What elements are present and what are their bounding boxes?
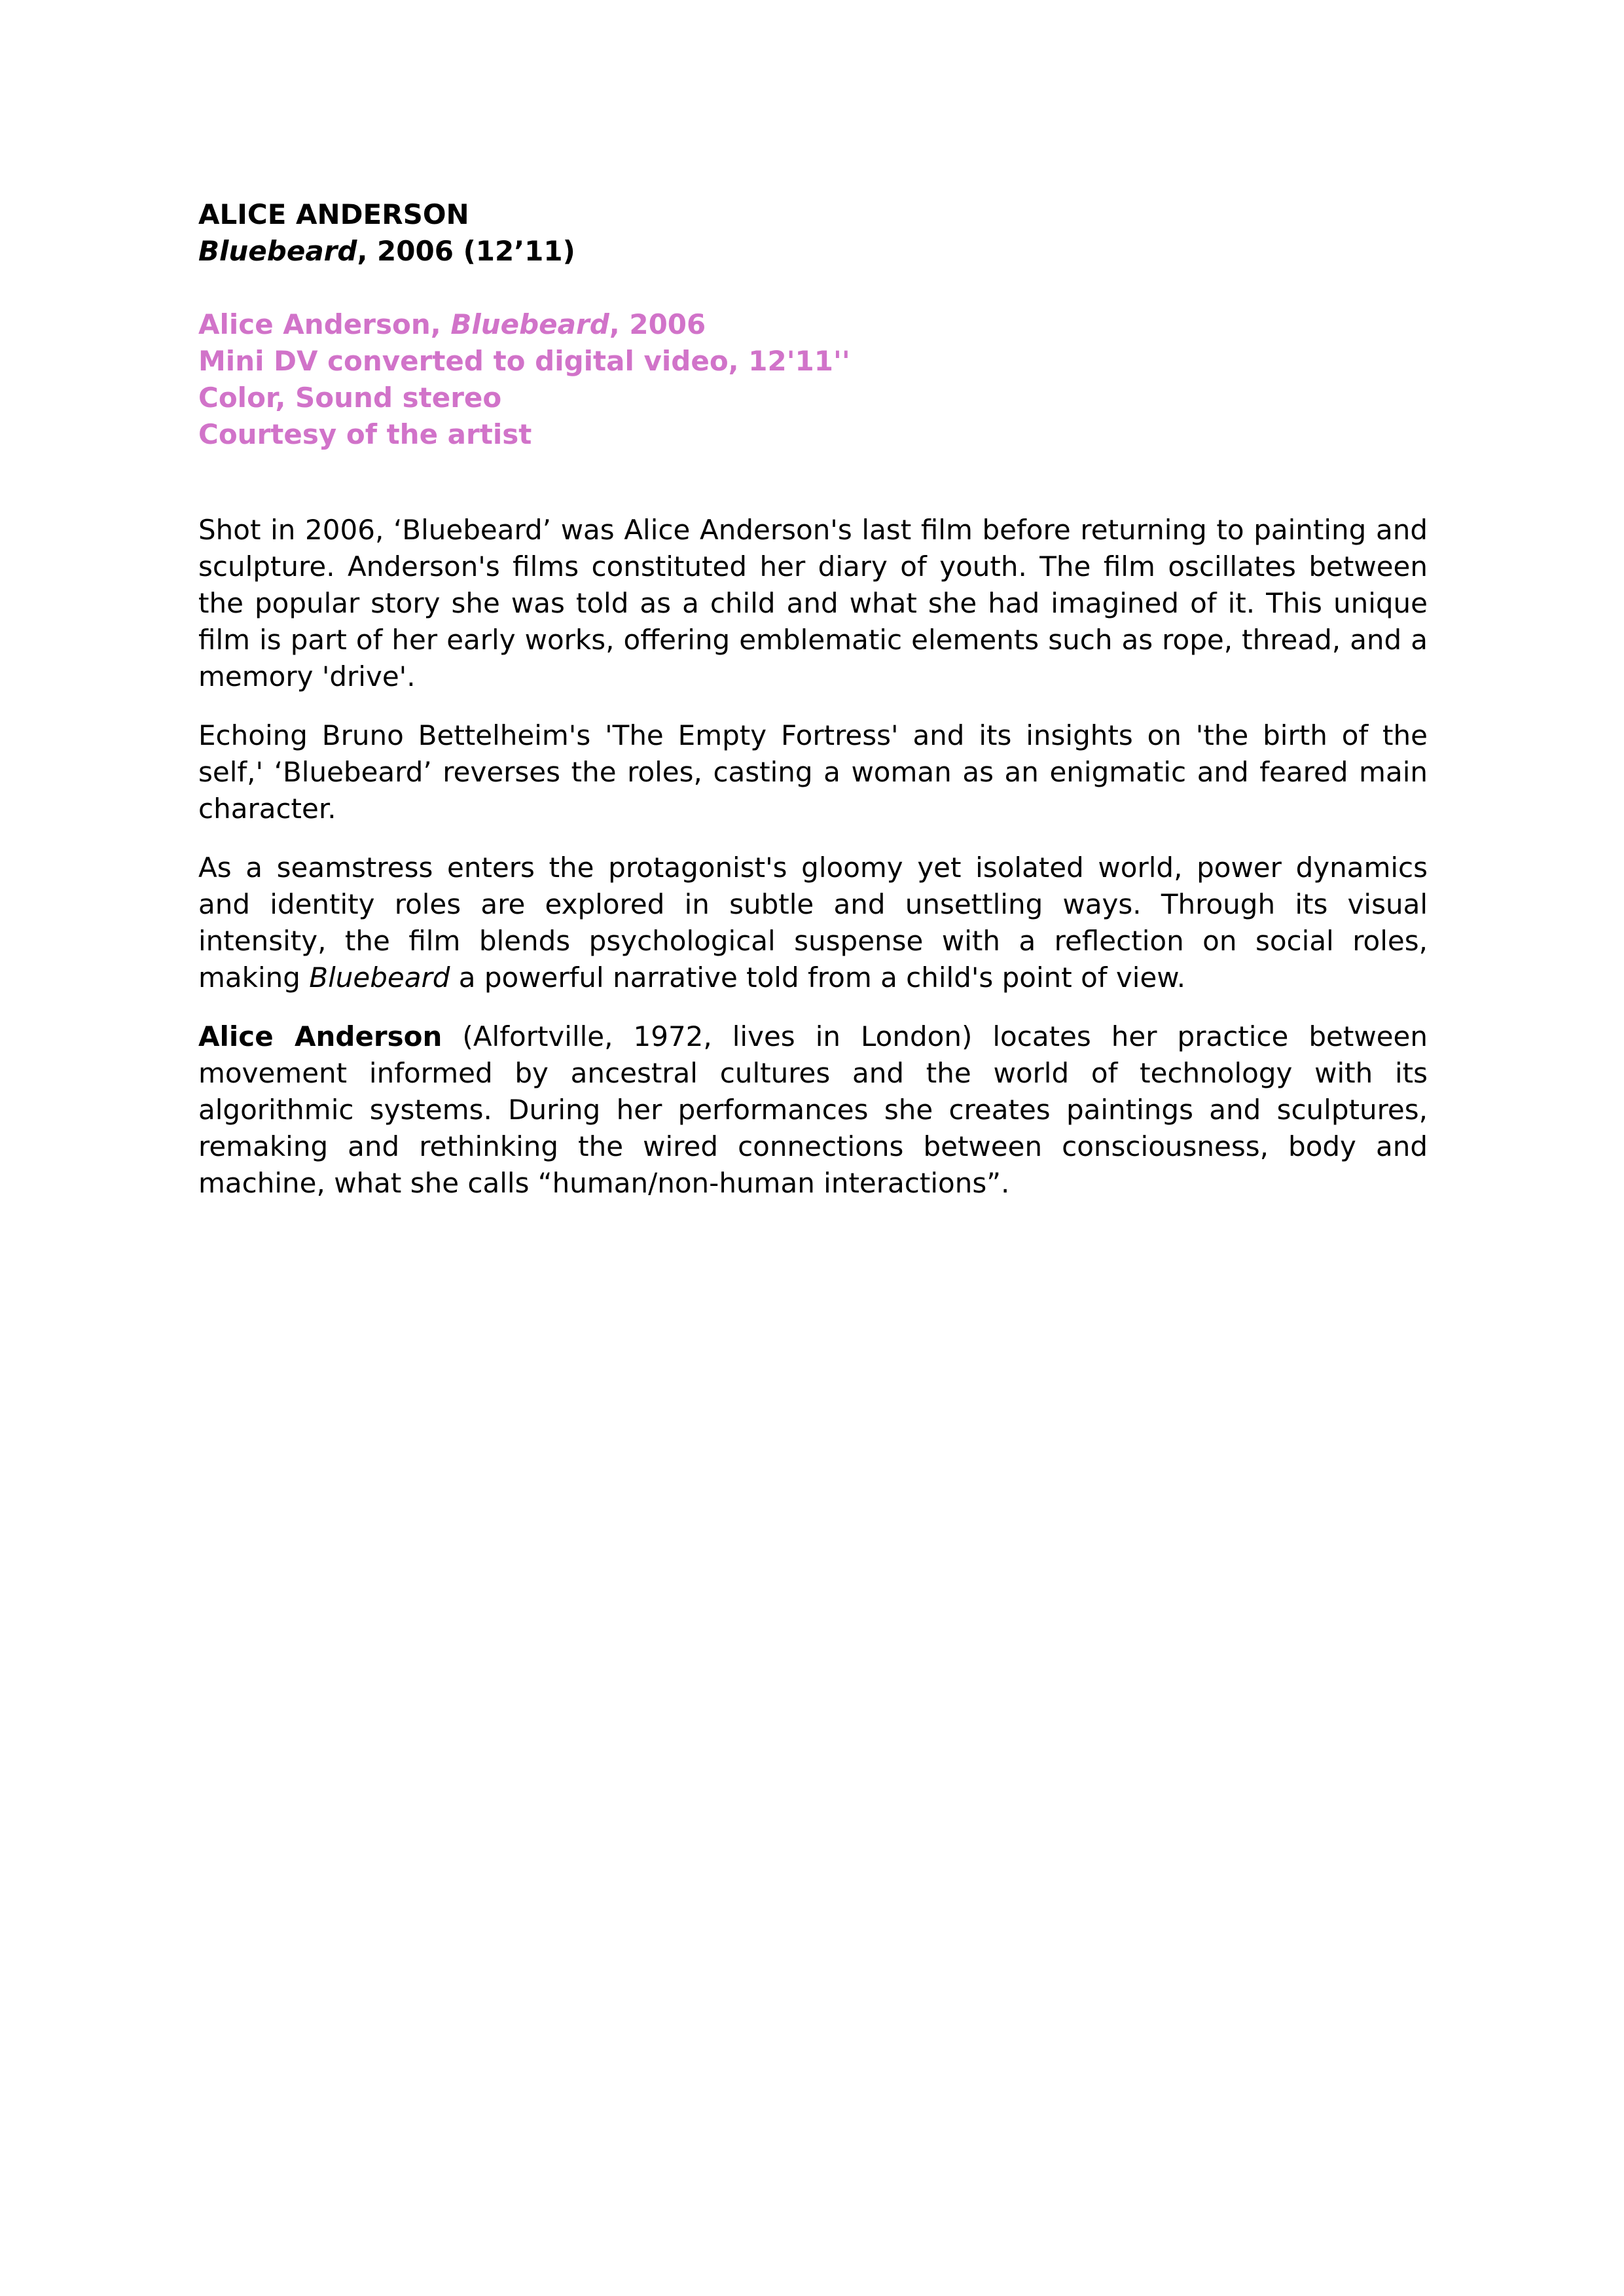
paragraph-1: Shot in 2006, ‘Bluebeard’ was Alice Anderson's last film before returning to painting and sculpture. Anderson's films constituted her diary of youth. The film oscillates between the popular story she was told as a child and what she had imagined of it. This unique film is part of her early works, offering emblematic elements such as rope, thread, and a memory 'drive'. — [198, 514, 1428, 692]
bio-text: (Alfortville, 1972, lives in London) locates her practice between movement informed by ancestral cultures and the world of technology with its algorithmic systems. During her performances she creates paintings and sculptures, remaking and rethinking the wired connections between consciousness, body and machine, what she calls “human/non-human interactions”. — [198, 1020, 1428, 1199]
paragraph-3-title: Bluebeard — [309, 961, 450, 994]
caption-medium: Mini DV converted to digital video, 12'11'' — [198, 345, 850, 377]
paragraph-3-end: a powerful narrative told from a child's point of view. — [450, 961, 1186, 994]
paragraph-3-start: As a seamstress enters the protagonist's gloomy yet isolated world, power dynamics and identity roles are explored in subtle and unsettling ways. Through its visual intensity, the film blends psychological suspense with a reflection on social roles, making — [198, 852, 1428, 994]
caption-year: , 2006 — [609, 308, 706, 340]
document-page — [198, 196, 1428, 1202]
artist-name: ALICE ANDERSON — [198, 198, 469, 230]
paragraph-4-bio — [198, 1018, 1428, 1202]
paragraph-2: Echoing Bruno Bettelheim's 'The Empty Fortress' and its insights on 'the birth of the self,' ‘Bluebeard’ reverses the roles, casting a woman as an enigmatic and feared main character. — [198, 719, 1428, 825]
caption-credit: Courtesy of the artist — [198, 418, 532, 450]
work-meta: , 2006 (12’11) — [357, 235, 575, 267]
caption-line-1 — [198, 306, 1428, 343]
paragraph-3 — [198, 850, 1428, 996]
document-header — [198, 196, 1428, 270]
body-text — [198, 512, 1428, 1202]
caption-color-sound: Color, Sound stereo — [198, 382, 502, 414]
bio-artist-name: Alice Anderson — [198, 1020, 442, 1052]
caption-title: Bluebeard — [450, 308, 609, 340]
work-title-line — [198, 233, 1428, 270]
work-caption — [198, 306, 1428, 453]
caption-artist: Alice Anderson, — [198, 308, 451, 340]
work-title: Bluebeard — [198, 235, 357, 267]
